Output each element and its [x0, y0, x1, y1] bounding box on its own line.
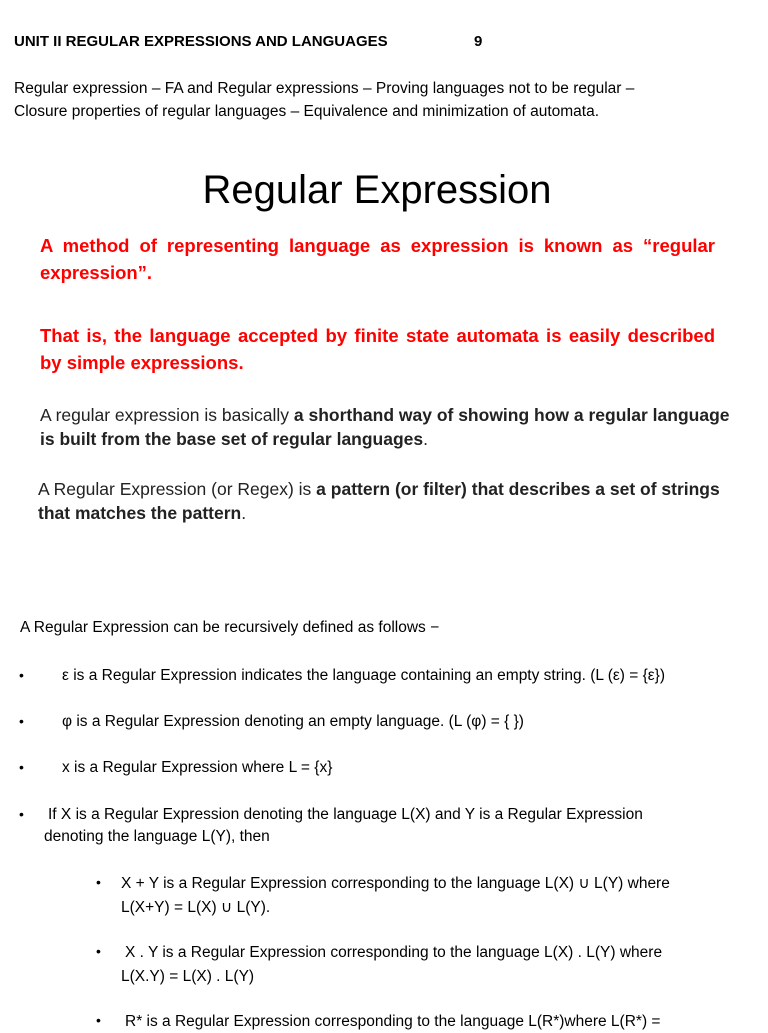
recursive-definition-intro: A Regular Expression can be recursively defined as follows − [20, 619, 440, 636]
sub-list-item-continuation: L(X.Y) = L(X) . L(Y) [121, 968, 255, 985]
shorthand-paragraph [40, 403, 730, 451]
bullet-icon: • [19, 759, 24, 775]
explanation-red-paragraph: That is, the language accepted by finite state automata is easily described by simple expressions. [40, 325, 715, 373]
list-item: If X is a Regular Expression denoting the language L(X) and Y is a Regular Expression [48, 806, 643, 823]
regex-pattern-paragraph [38, 477, 728, 525]
sub-list-item: R* is a Regular Expression corresponding to the language L(R*)where L(R*) = [125, 1013, 661, 1030]
sub-bullet-icon: • [96, 943, 101, 959]
bullet-icon: • [19, 713, 24, 729]
unit-heading: UNIT II REGULAR EXPRESSIONS AND LANGUAGES [14, 33, 388, 50]
definition-red-paragraph: A method of representing language as expression is known as “regular expression”. [40, 235, 715, 283]
list-item: φ is a Regular Expression denoting an empty language. (L (φ) = { }) [62, 713, 524, 730]
pattern-bold: a pattern (or filter) that describes a set of strings that matches the pattern [38, 479, 720, 523]
sub-list-item: X + Y is a Regular Expression corresponding to the language L(X) ∪ L(Y) where [121, 875, 670, 892]
slide-title: Regular Expression [202, 168, 552, 212]
sub-bullet-icon: • [96, 874, 101, 890]
bullet-icon: • [19, 806, 24, 822]
pattern-suffix: . [241, 503, 247, 523]
pattern-prefix: A Regular Expression (or Regex) is [38, 479, 317, 499]
list-item: ε is a Regular Expression indicates the language containing an empty string. (L (ε) = {ε}) [62, 667, 666, 684]
syllabus-line-1: Regular expression – FA and Regular expressions – Proving languages not to be regular – [14, 80, 635, 97]
shorthand-suffix: . [423, 429, 429, 449]
list-item: x is a Regular Expression where L = {x} [62, 759, 333, 776]
unit-hours: 9 [474, 33, 483, 50]
list-item-continuation: denoting the language L(Y), then [44, 828, 270, 845]
bullet-icon: • [19, 667, 24, 683]
syllabus-text [14, 77, 754, 123]
sub-list-item-continuation: L(X+Y) = L(X) ∪ L(Y). [121, 899, 271, 916]
syllabus-line-2: Closure properties of regular languages – Equivalence and minimization of automata. [14, 103, 600, 120]
shorthand-prefix: A regular expression is basically [40, 405, 294, 425]
shorthand-bold: a shorthand way of showing how a regular language is built from the base set of regular languages [40, 405, 730, 449]
sub-bullet-icon: • [96, 1012, 101, 1028]
sub-list-item: X . Y is a Regular Expression corresponding to the language L(X) . L(Y) where [125, 944, 663, 961]
